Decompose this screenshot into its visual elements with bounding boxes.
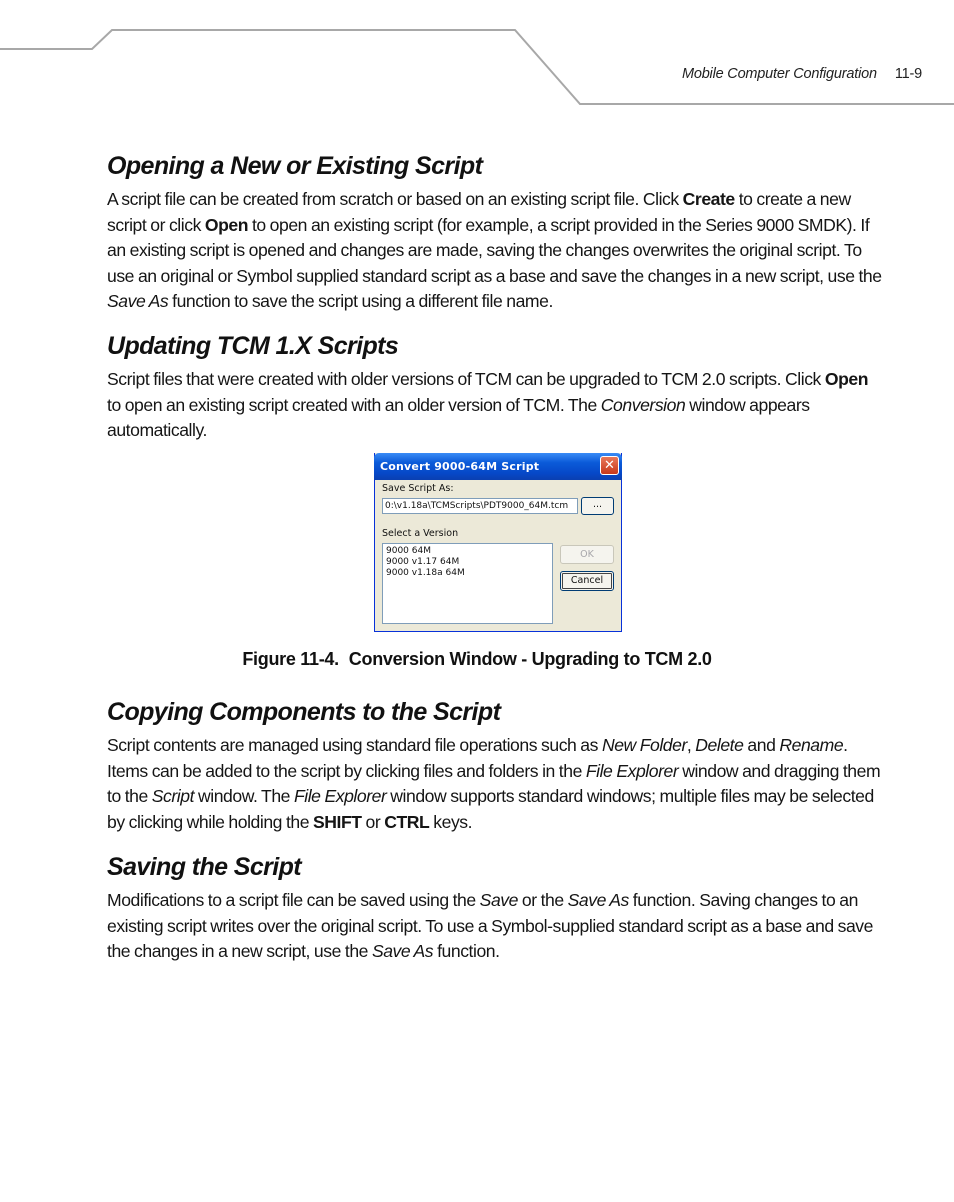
paragraph-saving: Modifications to a script file can be saved using the Save or the Save As function. Saving changes to an existing script writes over the original script. To use a Symbol-supplied standard script as a base and save the changes in a new script, use the Save As function. (107, 890, 873, 962)
save-as-term: Save As (107, 291, 169, 312)
figure-title: Conversion Window - Upgrading to TCM 2.0 (348, 649, 712, 669)
heading-updating: Updating TCM 1.X Scripts (107, 332, 399, 360)
script-path-input[interactable]: 0:\v1.18a\TCMScripts\PDT9000_64M.tcm (382, 498, 578, 514)
create-keyword: Create (682, 189, 735, 209)
page-number: 11-9 (894, 66, 922, 82)
list-item[interactable]: 9000 v1.18a 64M (386, 568, 465, 578)
open-keyword: Open (824, 369, 869, 389)
dialog-titlebar (374, 453, 622, 480)
save-script-as-label: Save Script As: (382, 483, 454, 494)
figure-number: Figure 11-4. (242, 649, 339, 669)
heading-opening: Opening a New or Existing Script (107, 152, 483, 180)
ctrl-key: CTRL (384, 811, 430, 832)
dialog-title: Convert 9000-64M Script (380, 460, 540, 473)
select-version-label: Select a Version (382, 528, 459, 539)
ok-button[interactable]: OK (560, 545, 614, 564)
running-title: Mobile Computer Configuration (681, 66, 877, 82)
section-saving (107, 853, 882, 965)
figure-caption (0, 649, 954, 670)
convert-script-dialog (374, 453, 622, 632)
section-copying (107, 698, 882, 835)
running-head (682, 66, 922, 82)
header-rule (0, 0, 954, 110)
list-item[interactable]: 9000 64M (386, 546, 431, 556)
paragraph-opening: A script file can be created from scratch or based on an existing script file. Click Create to create a new script or click Open to open an existing script (for example, a script provided in the Series 9000 SMDK). If an existing script is opened and changes are made, saving the changes overwrites the original script. To use an original or Symbol supplied standard script as a base and save the changes in a new script, use the Save As function to save the script using a different file name. (107, 189, 882, 312)
section-updating (107, 332, 882, 444)
open-keyword: Open (204, 214, 249, 235)
cancel-button[interactable]: Cancel (560, 571, 614, 591)
heading-saving: Saving the Script (107, 853, 302, 881)
paragraph-copying: Script contents are managed using standard file operations such as New Folder, Delete and Rename. Items can be added to the script by clicking files and folders in the File Explorer window and dragging them to the Script window. The File Explorer window supports standard windows; multiple files may be selected by clicking while holding the SHIFT or CTRL keys. (107, 735, 881, 832)
shift-key: SHIFT (313, 811, 362, 832)
browse-button[interactable]: ... (581, 497, 614, 515)
list-item[interactable]: 9000 v1.17 64M (386, 557, 460, 567)
close-icon[interactable]: ✕ (600, 456, 619, 475)
section-opening (107, 152, 882, 315)
heading-copying: Copying Components to the Script (107, 698, 501, 726)
paragraph-updating: Script files that were created with older versions of TCM can be upgraded to TCM 2.0 scripts. Click Open to open an existing script created with an older version of TCM. The Conversion window appears automatically. (107, 369, 869, 441)
version-list[interactable] (382, 543, 553, 624)
conversion-term: Conversion (600, 394, 686, 415)
